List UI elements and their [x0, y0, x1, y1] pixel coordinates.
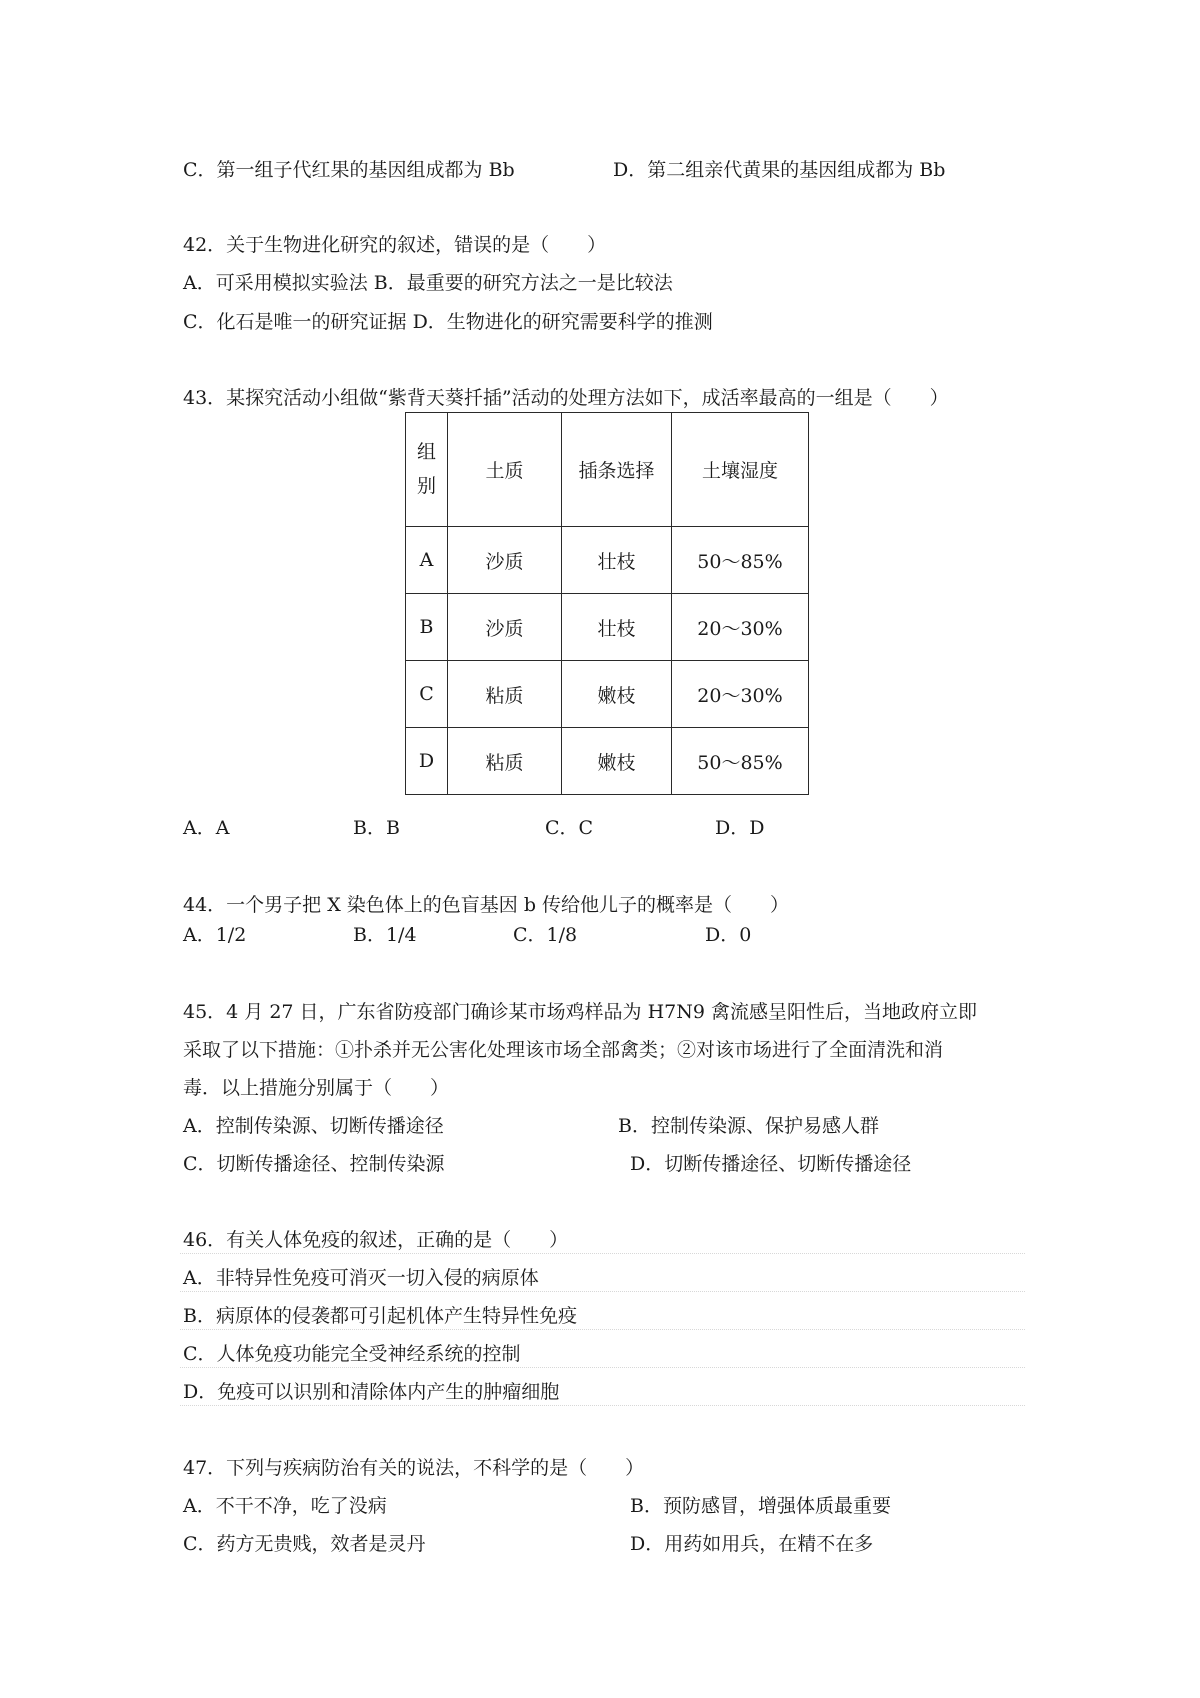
- divider: [180, 1291, 1025, 1292]
- q42-options-ab: A．可采用模拟实验法 B．最重要的研究方法之一是比较法: [183, 272, 673, 294]
- q45-stem-line-3: 毒．以上措施分别属于（ ）: [183, 1077, 450, 1099]
- divider: [180, 1405, 1025, 1406]
- table-cell: A: [406, 527, 448, 594]
- q47-stem: 47．下列与疾病防治有关的说法，不科学的是（ ）: [183, 1457, 645, 1479]
- q43-header-cutting: 插条选择: [562, 413, 672, 527]
- q45-stem-line-1: 45．4 月 27 日，广东省防疫部门确诊某市场鸡样品为 H7N9 禽流感呈阳性后，当地政府立即: [183, 1001, 978, 1023]
- q45-option-b: B．控制传染源、保护易感人群: [618, 1115, 879, 1137]
- q43-option-d: D．D: [715, 817, 765, 839]
- table-cell: C: [406, 661, 448, 728]
- table-cell: 50～85%: [672, 728, 809, 795]
- table-row: [406, 527, 809, 594]
- q46-option-c: C．人体免疫功能完全受神经系统的控制: [183, 1343, 521, 1365]
- q43-header-soil: 土质: [448, 413, 562, 527]
- table-cell: B: [406, 594, 448, 661]
- table-cell: 嫩枝: [562, 661, 672, 728]
- q43-option-a: A．A: [183, 817, 230, 839]
- q44-option-b: B．1/4: [353, 924, 417, 946]
- divider: [180, 1367, 1025, 1368]
- q43-option-c: C．C: [545, 817, 594, 839]
- q47-option-c: C．药方无贵贱，效者是灵丹: [183, 1533, 426, 1555]
- table-cell: 粘质: [448, 728, 562, 795]
- q43-option-b: B．B: [353, 817, 400, 839]
- table-cell: 20～30%: [672, 594, 809, 661]
- q43-header-group-char1: 组: [416, 441, 436, 464]
- q44-option-a: A．1/2: [183, 924, 247, 946]
- q41-option-d: D．第二组亲代黄果的基因组成都为 Bb: [613, 159, 946, 181]
- table-cell: D: [406, 728, 448, 795]
- q42-stem: 42．关于生物进化研究的叙述，错误的是（ ）: [183, 234, 607, 256]
- table-cell: 50～85%: [672, 527, 809, 594]
- q41-option-c: C．第一组子代红果的基因组成都为 Bb: [183, 159, 515, 181]
- divider: [180, 1329, 1025, 1330]
- q43-table: [405, 412, 809, 795]
- table-row: [406, 661, 809, 728]
- q47-option-a: A．不干不净，吃了没病: [183, 1495, 387, 1517]
- q45-option-c: C．切断传播途径、控制传染源: [183, 1153, 445, 1175]
- q43-header-group: [406, 413, 448, 527]
- table-cell: 沙质: [448, 594, 562, 661]
- q43-header-moisture: 土壤湿度: [672, 413, 809, 527]
- q45-stem-line-2: 采取了以下措施：①扑杀并无公害化处理该市场全部禽类；②对该市场进行了全面清洗和消: [183, 1039, 944, 1061]
- q46-stem: 46．有关人体免疫的叙述，正确的是（ ）: [183, 1229, 569, 1251]
- q44-stem: 44．一个男子把 X 染色体上的色盲基因 b 传给他儿子的概率是（ ）: [183, 894, 790, 916]
- q46-option-a: A．非特异性免疫可消灭一切入侵的病原体: [183, 1267, 539, 1289]
- table-row: [406, 728, 809, 795]
- q44-option-d: D．0: [705, 924, 752, 946]
- q47-option-d: D．用药如用兵，在精不在多: [630, 1533, 874, 1555]
- divider: [180, 1253, 1025, 1254]
- table-cell: 壮枝: [562, 527, 672, 594]
- q43-stem: 43．某探究活动小组做“紫背天葵扦插”活动的处理方法如下，成活率最高的一组是（ ）: [183, 387, 949, 409]
- q45-option-a: A．控制传染源、切断传播途径: [183, 1115, 444, 1137]
- q43-header-group-char2: 别: [416, 474, 436, 497]
- q44-option-c: C．1/8: [513, 924, 578, 946]
- q46-option-b: B．病原体的侵袭都可引起机体产生特异性免疫: [183, 1305, 577, 1327]
- q46-option-d: D．免疫可以识别和清除体内产生的肿瘤细胞: [183, 1381, 560, 1403]
- table-cell: 嫩枝: [562, 728, 672, 795]
- q47-option-b: B．预防感冒，增强体质最重要: [630, 1495, 891, 1517]
- table-row: [406, 594, 809, 661]
- q42-options-cd: C．化石是唯一的研究证据 D．生物进化的研究需要科学的推测: [183, 311, 713, 333]
- table-cell: 粘质: [448, 661, 562, 728]
- table-cell: 20～30%: [672, 661, 809, 728]
- q43-table-header-row: [406, 413, 809, 527]
- q45-option-d: D．切断传播途径、切断传播途径: [630, 1153, 912, 1175]
- table-cell: 沙质: [448, 527, 562, 594]
- table-cell: 壮枝: [562, 594, 672, 661]
